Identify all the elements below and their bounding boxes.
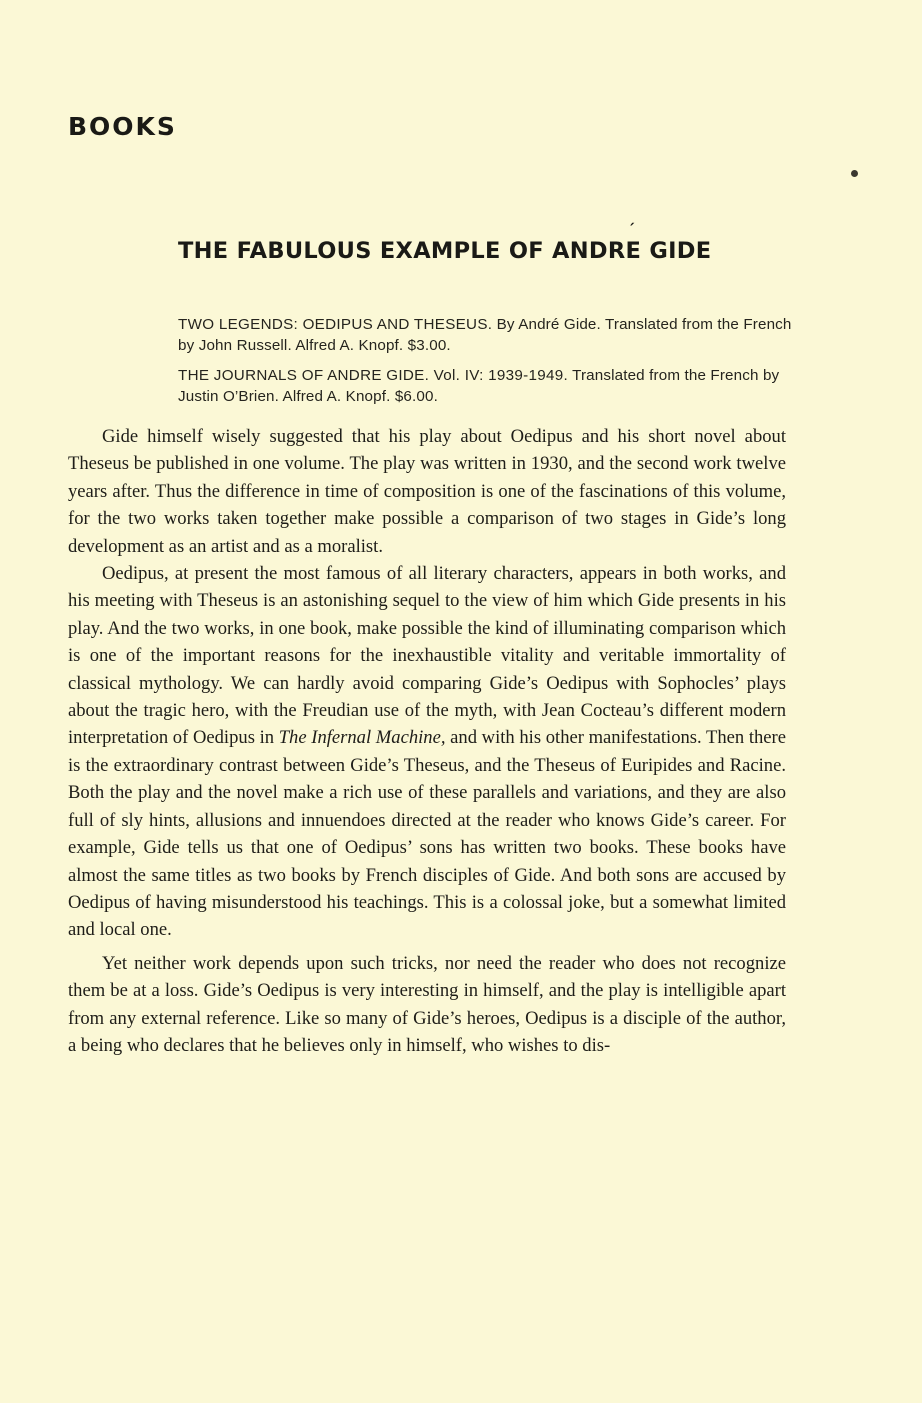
section-heading: BOOKS — [68, 112, 177, 141]
paragraph-text: Oedipus, at present the most famous of all literary characters, appears in both works, and his meeting with Theseus is an astonishing sequel to the view of him which Gide presents in his play. And the two works, in one book, make possible the kind of illuminating comparison which is one of the important reasons for the inexhaustible vitality and veritable immortality of classical mythology. We can hardly avoid comparing Gide’s Oedipus with Sophocles’ plays about the tragic hero, with the Freudian use of the myth, with Jean Cocteau’s different modern interpretation of Oedipus in — [68, 563, 786, 749]
body-paragraph — [68, 560, 786, 944]
paragraph-text: and with his other manifestations. Then there is the extraordinary contrast between Gide’s Theseus, and the Theseus of Euripides and Racine. Both the play and the novel make a rich use of these parallels and variations, and they are also full of sly hints, allusions and innuendoes directed at the reader who knows Gide’s career. For example, Gide tells us that one of Oedipus’ sons has written two books. These books have almost the same titles as two books by French disciples of Gide. And both sons are accused by Oedipus of having misunderstood his teachings. This is a colossal joke, but a somewhat limited and local one. — [68, 727, 787, 941]
accent-mark: ´ — [627, 221, 636, 239]
book-reference — [178, 314, 792, 356]
accented-letter — [625, 221, 642, 264]
ink-speck — [851, 170, 858, 177]
reference-title: TWO LEGENDS: OEDIPUS AND THESEUS. — [178, 316, 493, 333]
reference-details: By André Gide. Translated from the French by John Russell. Alfred A. Knopf. $3.00. — [178, 316, 792, 354]
article-title-end: GIDE — [641, 238, 712, 264]
reference-details: Translated from the French by Justin O’Brien. Alfred A. Knopf. $6.00. — [178, 367, 780, 405]
book-reference — [178, 365, 792, 407]
italic-book-title: The Infernal Machine, — [278, 727, 446, 749]
reference-title: THE JOURNALS OF ANDRE GIDE. Vol. IV: 1939-1949. — [178, 367, 568, 384]
book-references — [178, 314, 792, 416]
article-title — [178, 221, 712, 264]
body-paragraph — [68, 950, 786, 1060]
paragraph-text: Gide himself wisely suggested that his play about Oedipus and his short novel about Theseus be published in one volume. The play was written in 1930, and the second work twelve years after. Thus the difference in time of composition is one of the fascinations of this volume, for the two works taken together make possible a comparison of two stages in Gide’s long development as an artist and as a moralist. — [68, 426, 786, 557]
accented-letter-base: E — [625, 238, 642, 264]
body-paragraph — [68, 423, 786, 560]
article-body — [68, 423, 786, 1059]
article-title-main: THE FABULOUS EXAMPLE OF ANDR — [178, 238, 626, 264]
paragraph-text: Yet neither work depends upon such tricks, nor need the reader who does not recognize them be at a loss. Gide’s Oedipus is very interesting in himself, and the play is intelligible apart from any external reference. Like so many of Gide’s heroes, Oedipus is a disciple of the author, a being who declares that he believes only in himself, who wishes to dis- — [68, 952, 786, 1056]
